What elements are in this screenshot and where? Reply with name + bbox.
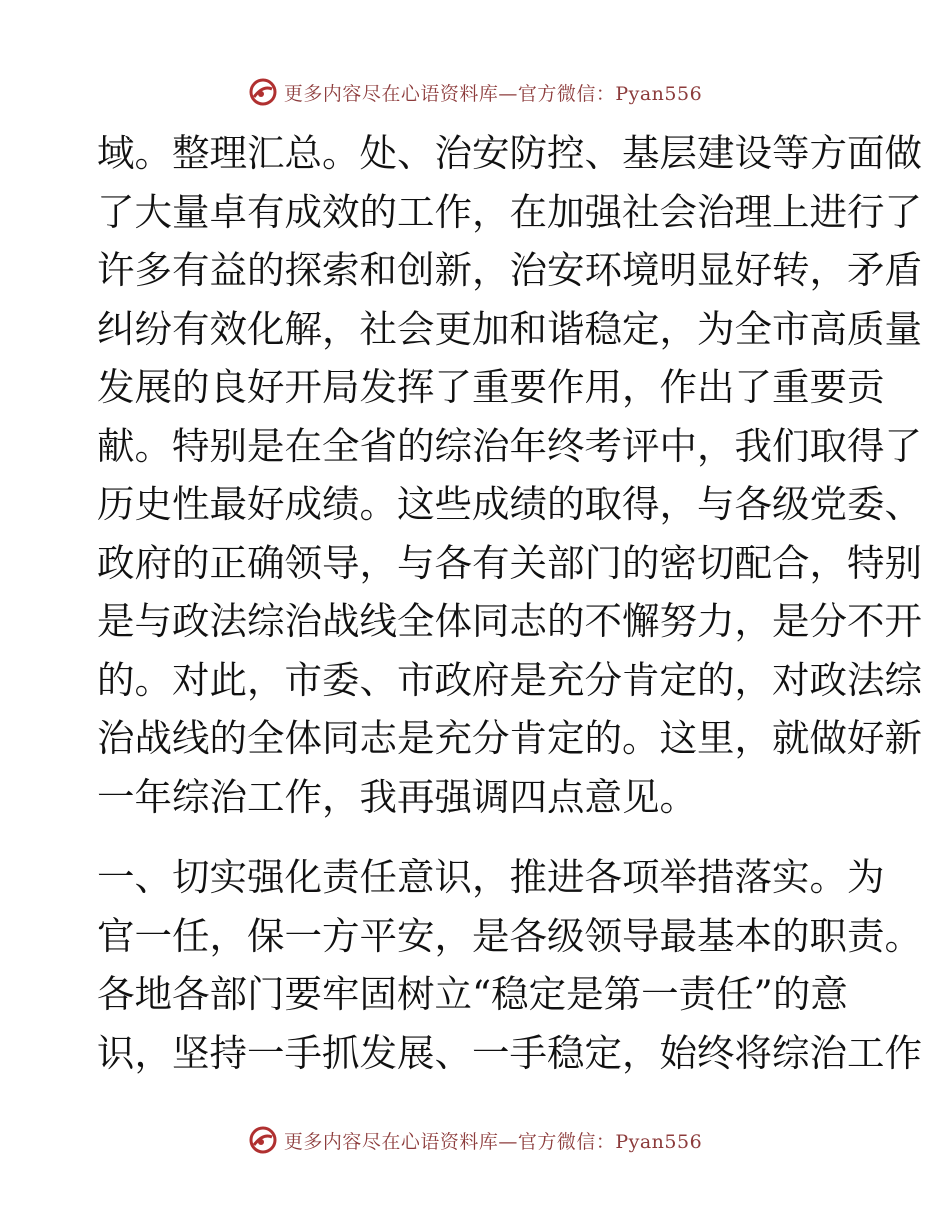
text-line: 的。对此，市委、市政府是充分肯定的，对政法综 [97,657,922,702]
text-line: 发展的良好开局发挥了重要作用，作出了重要贡 [97,365,885,409]
text-line: 是与政法综治战线全体同志的不懈努力，是分不开 [97,599,922,643]
footer-banner [0,1120,950,1160]
header-banner-text: 更多内容尽在心语资料库—官方微信：Pyan556 [283,82,703,105]
text-line: 献。特别是在全省的综治年终考评中，我们取得了 [97,423,922,468]
text-line: 历史性最好成绩。这些成绩的取得，与各级党委、 [97,482,922,526]
text-line: 一、切实强化责任意识，推进各项举措落实。为 [97,855,885,899]
red-swirl-logo-icon [248,1125,278,1155]
text-line: 了大量卓有成效的工作，在加强社会治理上进行了 [97,189,922,234]
header-banner [0,72,950,112]
document-body [97,124,922,1082]
text-line: 政府的正确领导，与各有关部门的密切配合，特别 [97,540,922,585]
footer-banner-text: 更多内容尽在心语资料库—官方微信：Pyan556 [283,1130,703,1153]
red-swirl-logo-icon [248,77,278,107]
text-line: 治战线的全体同志是充分肯定的。这里，就做好新 [97,716,922,760]
text-line: 识，坚持一手抓发展、一手稳定，始终将综治工作 [97,1030,922,1075]
paragraph-2 [97,848,922,1082]
text-line: 纠纷有效化解，社会更加和谐稳定，为全市高质量 [97,306,922,351]
paragraph-1 [97,124,922,826]
text-line: 官一任，保一方平安，是各级领导最基本的职责。 [97,913,922,958]
text-line: 一年综治工作，我再强调四点意见。 [97,774,697,819]
text-line: 各地各部门要牢固树立“稳定是第一责任”的意 [97,972,848,1016]
text-line: 许多有益的探索和创新，治安环境明显好转，矛盾 [97,248,922,292]
text-line: 域。整理汇总。处、治安防控、基层建设等方面做 [97,131,922,175]
